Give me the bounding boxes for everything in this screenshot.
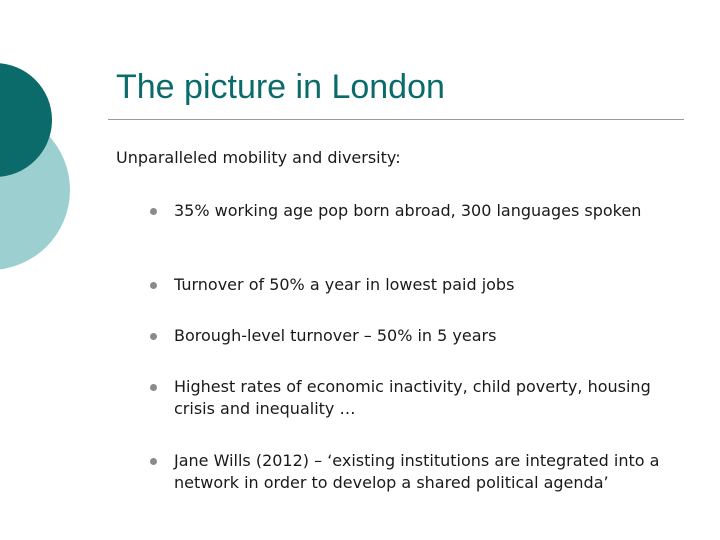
bullet-dot-icon: [150, 333, 157, 340]
bullet-item: [150, 325, 690, 347]
bullet-text: Borough-level turnover – 50% in 5 years: [174, 326, 497, 345]
bullet-item: [150, 376, 690, 420]
bullet-text: Jane Wills (2012) – ‘existing institutions are integrated into a network in order to develop a shared political agenda’: [174, 451, 660, 492]
decorative-circles: [0, 0, 120, 300]
bullet-dot-icon: [150, 282, 157, 289]
bullet-text: Highest rates of economic inactivity, child poverty, housing crisis and inequality …: [174, 377, 651, 418]
slide-title: The picture in London: [116, 68, 445, 106]
title-divider: [108, 119, 684, 120]
bullet-text: Turnover of 50% a year in lowest paid jobs: [174, 275, 515, 294]
bullet-dot-icon: [150, 458, 157, 465]
bullet-text: 35% working age pop born abroad, 300 languages spoken: [174, 201, 642, 220]
bullet-dot-icon: [150, 208, 157, 215]
bullet-item: [150, 200, 690, 222]
bullet-item: [150, 450, 690, 494]
intro-text: Unparalleled mobility and diversity:: [116, 148, 401, 167]
bullet-item: [150, 274, 690, 296]
bullet-dot-icon: [150, 384, 157, 391]
